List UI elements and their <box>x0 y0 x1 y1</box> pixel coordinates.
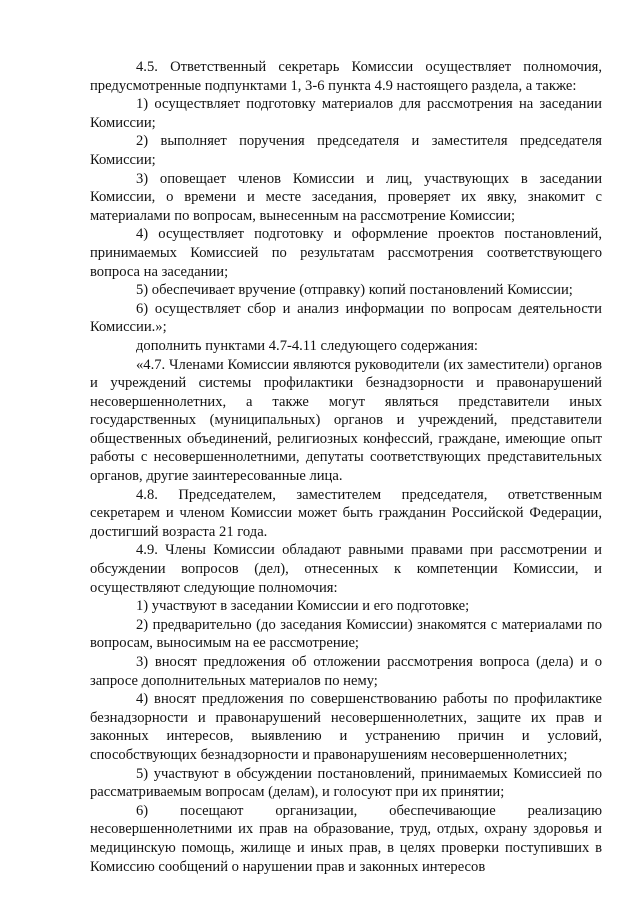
powers-item-2: 2) предварительно (до заседания Комиссии) знакомятся с материалами по вопросам, выносимым на ее рассмотрение; <box>90 616 602 652</box>
list-item-3: 3) оповещает членов Комиссии и лиц, участвующих в заседании Комиссии, о времени и месте заседания, проверяет их явку, знакомит с материалами по вопросам, вынесенным на рассмотрение Комиссии; <box>90 170 602 224</box>
document-page <box>90 58 602 876</box>
list-item-5: 5) обеспечивает вручение (отправку) копий постановлений Комиссии; <box>136 282 573 299</box>
powers-item-5: 5) участвуют в обсуждении постановлений, принимаемых Комиссией по рассматриваемым вопросам (делам), и голосуют при их принятии; <box>90 765 602 801</box>
powers-item-4: 4) вносят предложения по совершенствованию работы по профилактике безнадзорности и правонарушений несовершеннолетних, защите их прав и законных интересов, выявлению и устранению причин и условий, способствующих безнадзорности и правонарушениям несовершеннолетних; <box>90 691 602 763</box>
powers-item-1: 1) участвуют в заседании Комиссии и его подготовке; <box>136 598 470 615</box>
paragraph-4-5: 4.5. Ответственный секретарь Комиссии осуществляет полномочия, предусмотренные подпунктами 1, 3-6 пункта 4.9 настоящего раздела, а также: <box>90 59 602 94</box>
list-item-6: 6) осуществляет сбор и анализ информации по вопросам деятельности Комиссии.»; <box>90 300 602 336</box>
powers-item-3: 3) вносят предложения об отложении рассмотрения вопроса (дела) и о запросе дополнительных материалов по нему; <box>90 654 602 689</box>
list-item-2: 2) выполняет поручения председателя и заместителя председателя Комиссии; <box>90 133 602 168</box>
list-item-1: 1) осуществляет подготовку материалов для рассмотрения на заседании Комиссии; <box>90 96 602 131</box>
paragraph-4-8: 4.8. Председателем, заместителем председателя, ответственным секретарем и членом Комиссии может быть гражданин Российской Федерации, достигший возраста 21 года. <box>90 486 602 540</box>
list-item-4: 4) осуществляет подготовку и оформление проектов постановлений, принимаемых Комиссией по результатам рассмотрения соответствующего вопроса на заседании; <box>90 226 602 280</box>
paragraph-4-9: 4.9. Члены Комиссии обладают равными правами при рассмотрении и обсуждении вопросов (дел), отнесенных к компетенции Комиссии, и осуществляют следующие полномочия: <box>90 542 602 596</box>
amendment-intro: дополнить пунктами 4.7-4.11 следующего содержания: <box>136 337 478 354</box>
paragraph-4-7: «4.7. Членами Комиссии являются руководители (их заместители) органов и учреждений системы профилактики безнадзорности и правонарушений несовершеннолетних, а также могут являться представители иных государственных (муниципальных) органов и учреждений, представители общественных объединений, религиозных конфессий, граждане, имеющие опыт работы с несовершеннолетними, депутаты соответствующих представительных органов, другие заинтересованные лица. <box>90 356 602 485</box>
powers-item-6: 6) посещают организации, обеспечивающие реализацию несовершеннолетними их прав на образование, труд, отдых, охрану здоровья и медицинскую помощь, жилище и иных прав, в целях проверки поступивших в Комиссию сообщений о нарушении прав и законных интересов <box>90 802 602 875</box>
